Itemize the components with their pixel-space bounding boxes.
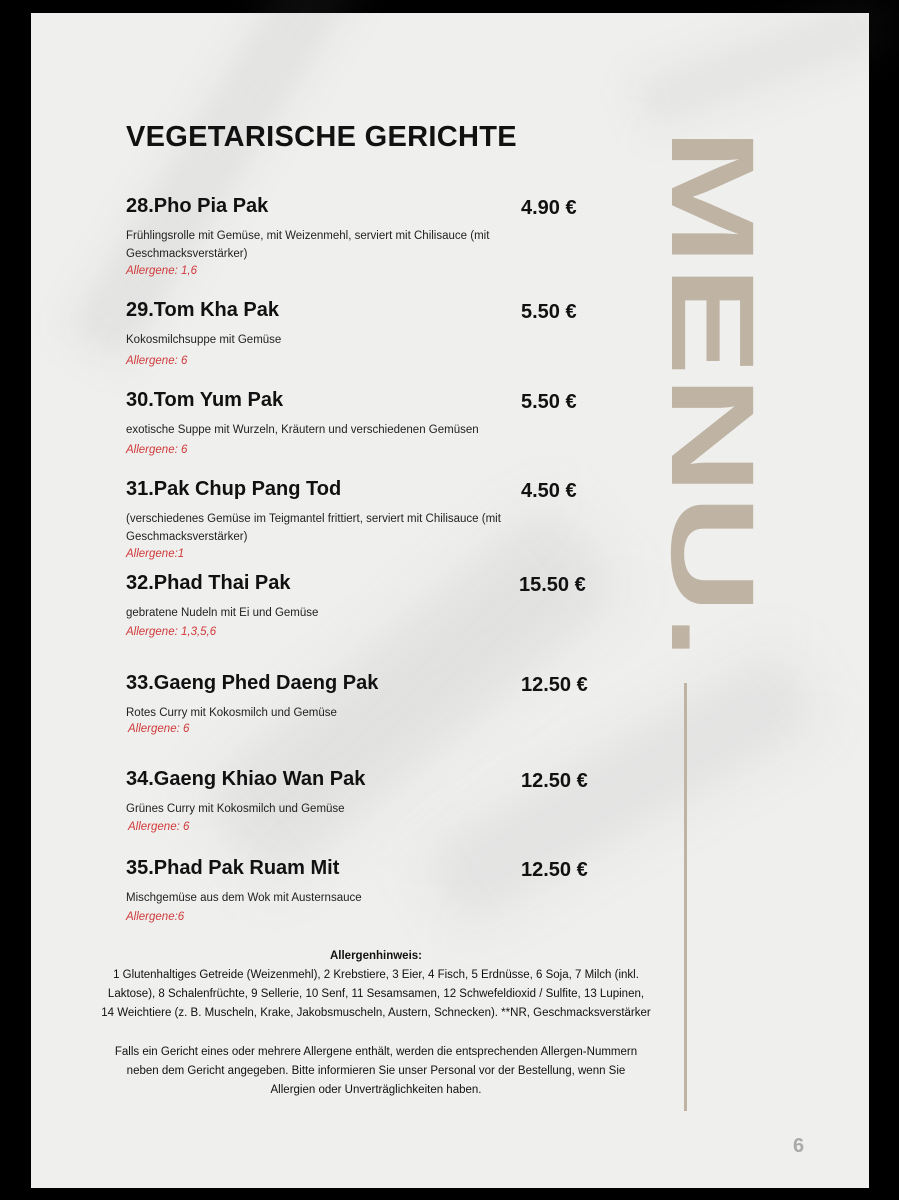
- item-price: 5.50 €: [521, 391, 577, 413]
- item-description: (verschiedenes Gemüse im Teigmantel frittiert, serviert mit Chilisauce (mit Geschmacksverstärker): [126, 513, 501, 543]
- allergy-note-line: Laktose), 8 Schalenfrüchte, 9 Sellerie, 10 Senf, 11 Sesamsamen, 12 Schwefeldioxid / Sulfite, 13 Lupinen,: [107, 988, 645, 1000]
- item-allergens: Allergene:1: [126, 548, 185, 560]
- item-name: 29.Tom Kha Pak: [126, 299, 280, 321]
- item-name: 31.Pak Chup Pang Tod: [126, 478, 342, 500]
- item-allergens: Allergene: 1,6: [126, 265, 197, 277]
- item-name: 32.Phad Thai Pak: [126, 572, 291, 594]
- page-title: VEGETARISCHE GERICHTE: [126, 121, 517, 153]
- item-price: 12.50 €: [521, 674, 588, 696]
- accent-divider: [684, 683, 687, 1111]
- item-allergens: Allergene: 6: [128, 723, 190, 735]
- item-allergens: Allergene: 6: [128, 821, 190, 833]
- menu-page: [31, 13, 869, 1188]
- item-price: 15.50 €: [519, 574, 586, 596]
- allergy-info-line: Allergien oder Unverträglichkeiten haben.: [270, 1084, 482, 1096]
- item-description: exotische Suppe mit Wurzeln, Kräutern und verschiedenen Gemüsen: [126, 424, 479, 436]
- item-description: Mischgemüse aus dem Wok mit Austernsauce: [126, 892, 362, 904]
- leaf-shadow: [629, 0, 894, 136]
- menu-vertical-title: [646, 126, 784, 666]
- item-description: Rotes Curry mit Kokosmilch und Gemüse: [126, 707, 337, 719]
- allergy-info: [96, 1043, 656, 1100]
- allergy-note-line: 14 Weichtiere (z. B. Muscheln, Krake, Jakobsmuscheln, Austern, Schnecken). **NR, Geschmacksverstärker: [101, 1007, 651, 1019]
- item-price: 4.90 €: [521, 197, 577, 219]
- item-description: gebratene Nudeln mit Ei und Gemüse: [126, 607, 319, 619]
- item-description: Kokosmilchsuppe mit Gemüse: [126, 334, 282, 346]
- item-description: Frühlingsrolle mit Gemüse, mit Weizenmehl, serviert mit Chilisauce (mit Geschmacksverstärker): [126, 230, 490, 260]
- item-name: 34.Gaeng Khiao Wan Pak: [126, 768, 366, 790]
- item-allergens: Allergene:6: [126, 911, 185, 923]
- item-name: 30.Tom Yum Pak: [126, 389, 284, 411]
- page-number: 6: [793, 1135, 805, 1157]
- item-name: 28.Pho Pia Pak: [126, 195, 269, 217]
- item-price: 12.50 €: [521, 859, 588, 881]
- item-price: 12.50 €: [521, 770, 588, 792]
- item-price: 4.50 €: [521, 480, 577, 502]
- allergy-note-line: 1 Glutenhaltiges Getreide (Weizenmehl), 2 Krebstiere, 3 Eier, 4 Fisch, 5 Erdnüsse, 6 Soja, 7 Milch (inkl.: [113, 969, 639, 981]
- item-allergens: Allergene: 6: [126, 355, 188, 367]
- item-description: Grünes Curry mit Kokosmilch und Gemüse: [126, 803, 345, 815]
- menu-word: MENU.: [646, 128, 778, 509]
- allergy-info-line: neben dem Gericht angegeben. Bitte informieren Sie unser Personal vor der Bestellung, wenn Sie: [126, 1065, 626, 1077]
- item-name: 33.Gaeng Phed Daeng Pak: [126, 672, 379, 694]
- item-name: 35.Phad Pak Ruam Mit: [126, 857, 340, 879]
- item-allergens: Allergene: 1,3,5,6: [126, 626, 217, 638]
- allergy-note: [96, 947, 656, 1023]
- allergy-note-title: Allergenhinweis:: [329, 950, 423, 962]
- item-price: 5.50 €: [521, 301, 577, 323]
- allergy-info-line: Falls ein Gericht eines oder mehrere Allergene enthält, werden die entsprechenden Allergen-Nummern: [114, 1046, 638, 1058]
- item-allergens: Allergene: 6: [126, 444, 188, 456]
